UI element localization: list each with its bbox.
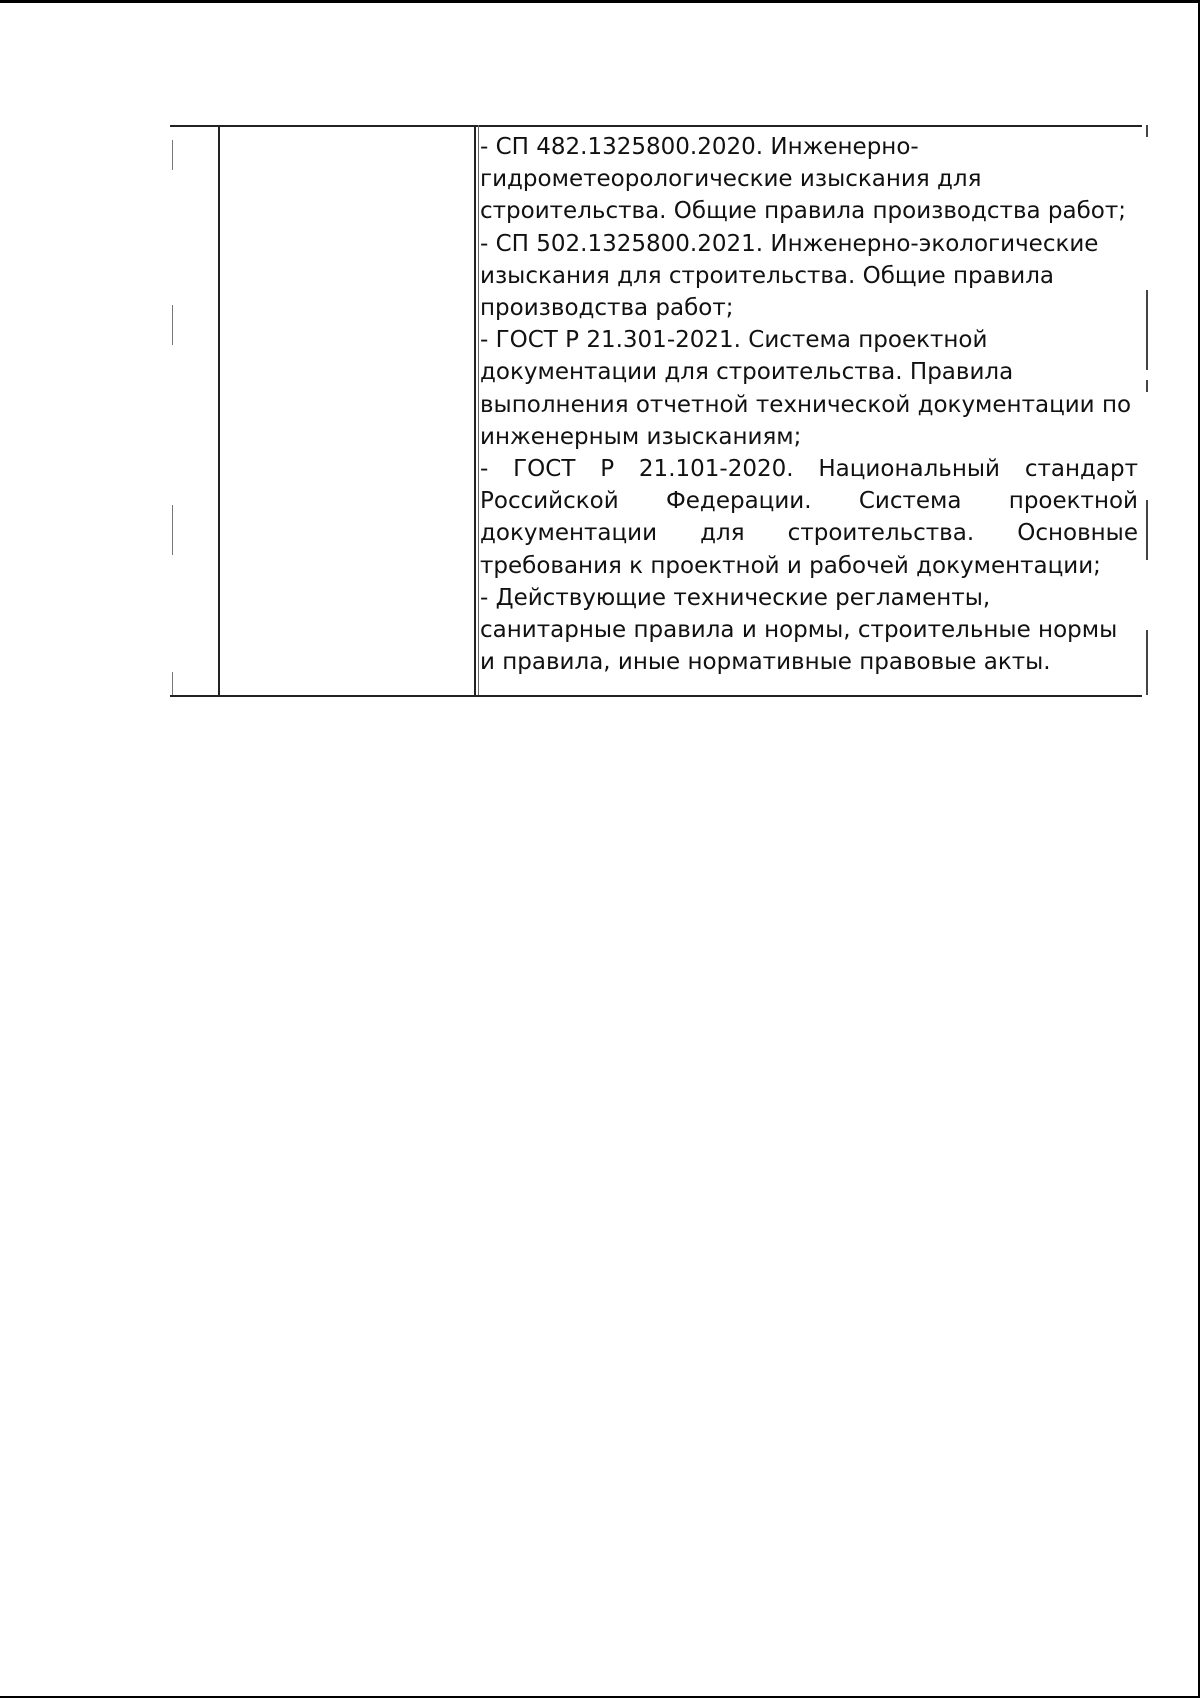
column-divider-1 [218,125,220,695]
table-right-border-fragment [1146,380,1148,392]
regulation-item: - СП 482.1325800.2020. Инженерно-гидрометеорологические изыскания для строительства. Общие правила производства работ; [480,134,1126,225]
table-right-border-fragment [1146,290,1148,370]
regulation-item: - СП 502.1325800.2021. Инженерно-экологические изыскания для строительства. Общие правила производства работ; [480,230,1099,322]
table-right-border-fragment [1146,500,1148,560]
regulation-item: - ГОСТ Р 21.101-2020. Национальный стандарт Российской Федерации. Система проектной документации для строительства. Основные требования к проектной и рабочей документации; [480,456,1138,579]
scan-edge-top [0,0,1200,3]
table-top-border [170,125,1142,127]
table-bottom-border [170,695,1142,697]
table-left-border-fragment [172,672,173,695]
table-left-border-fragment [172,305,173,345]
table-right-border-fragment [1146,125,1148,137]
column-divider-2-shadow [478,125,479,695]
regulation-item: - Действующие технические регламенты, санитарные правила и нормы, строительные нормы и правила, иные нормативные правовые акты. [480,584,1118,676]
table-left-border-fragment [172,505,173,555]
table-left-border-fragment [172,140,173,170]
regulation-item: - ГОСТ Р 21.301-2021. Система проектной документации для строительства. Правила выполнения отчетной технической документации по инженерным изысканиям; [480,327,1132,450]
column-divider-2 [474,125,476,695]
regulations-cell [480,131,1138,678]
table-right-border-fragment [1146,630,1148,695]
